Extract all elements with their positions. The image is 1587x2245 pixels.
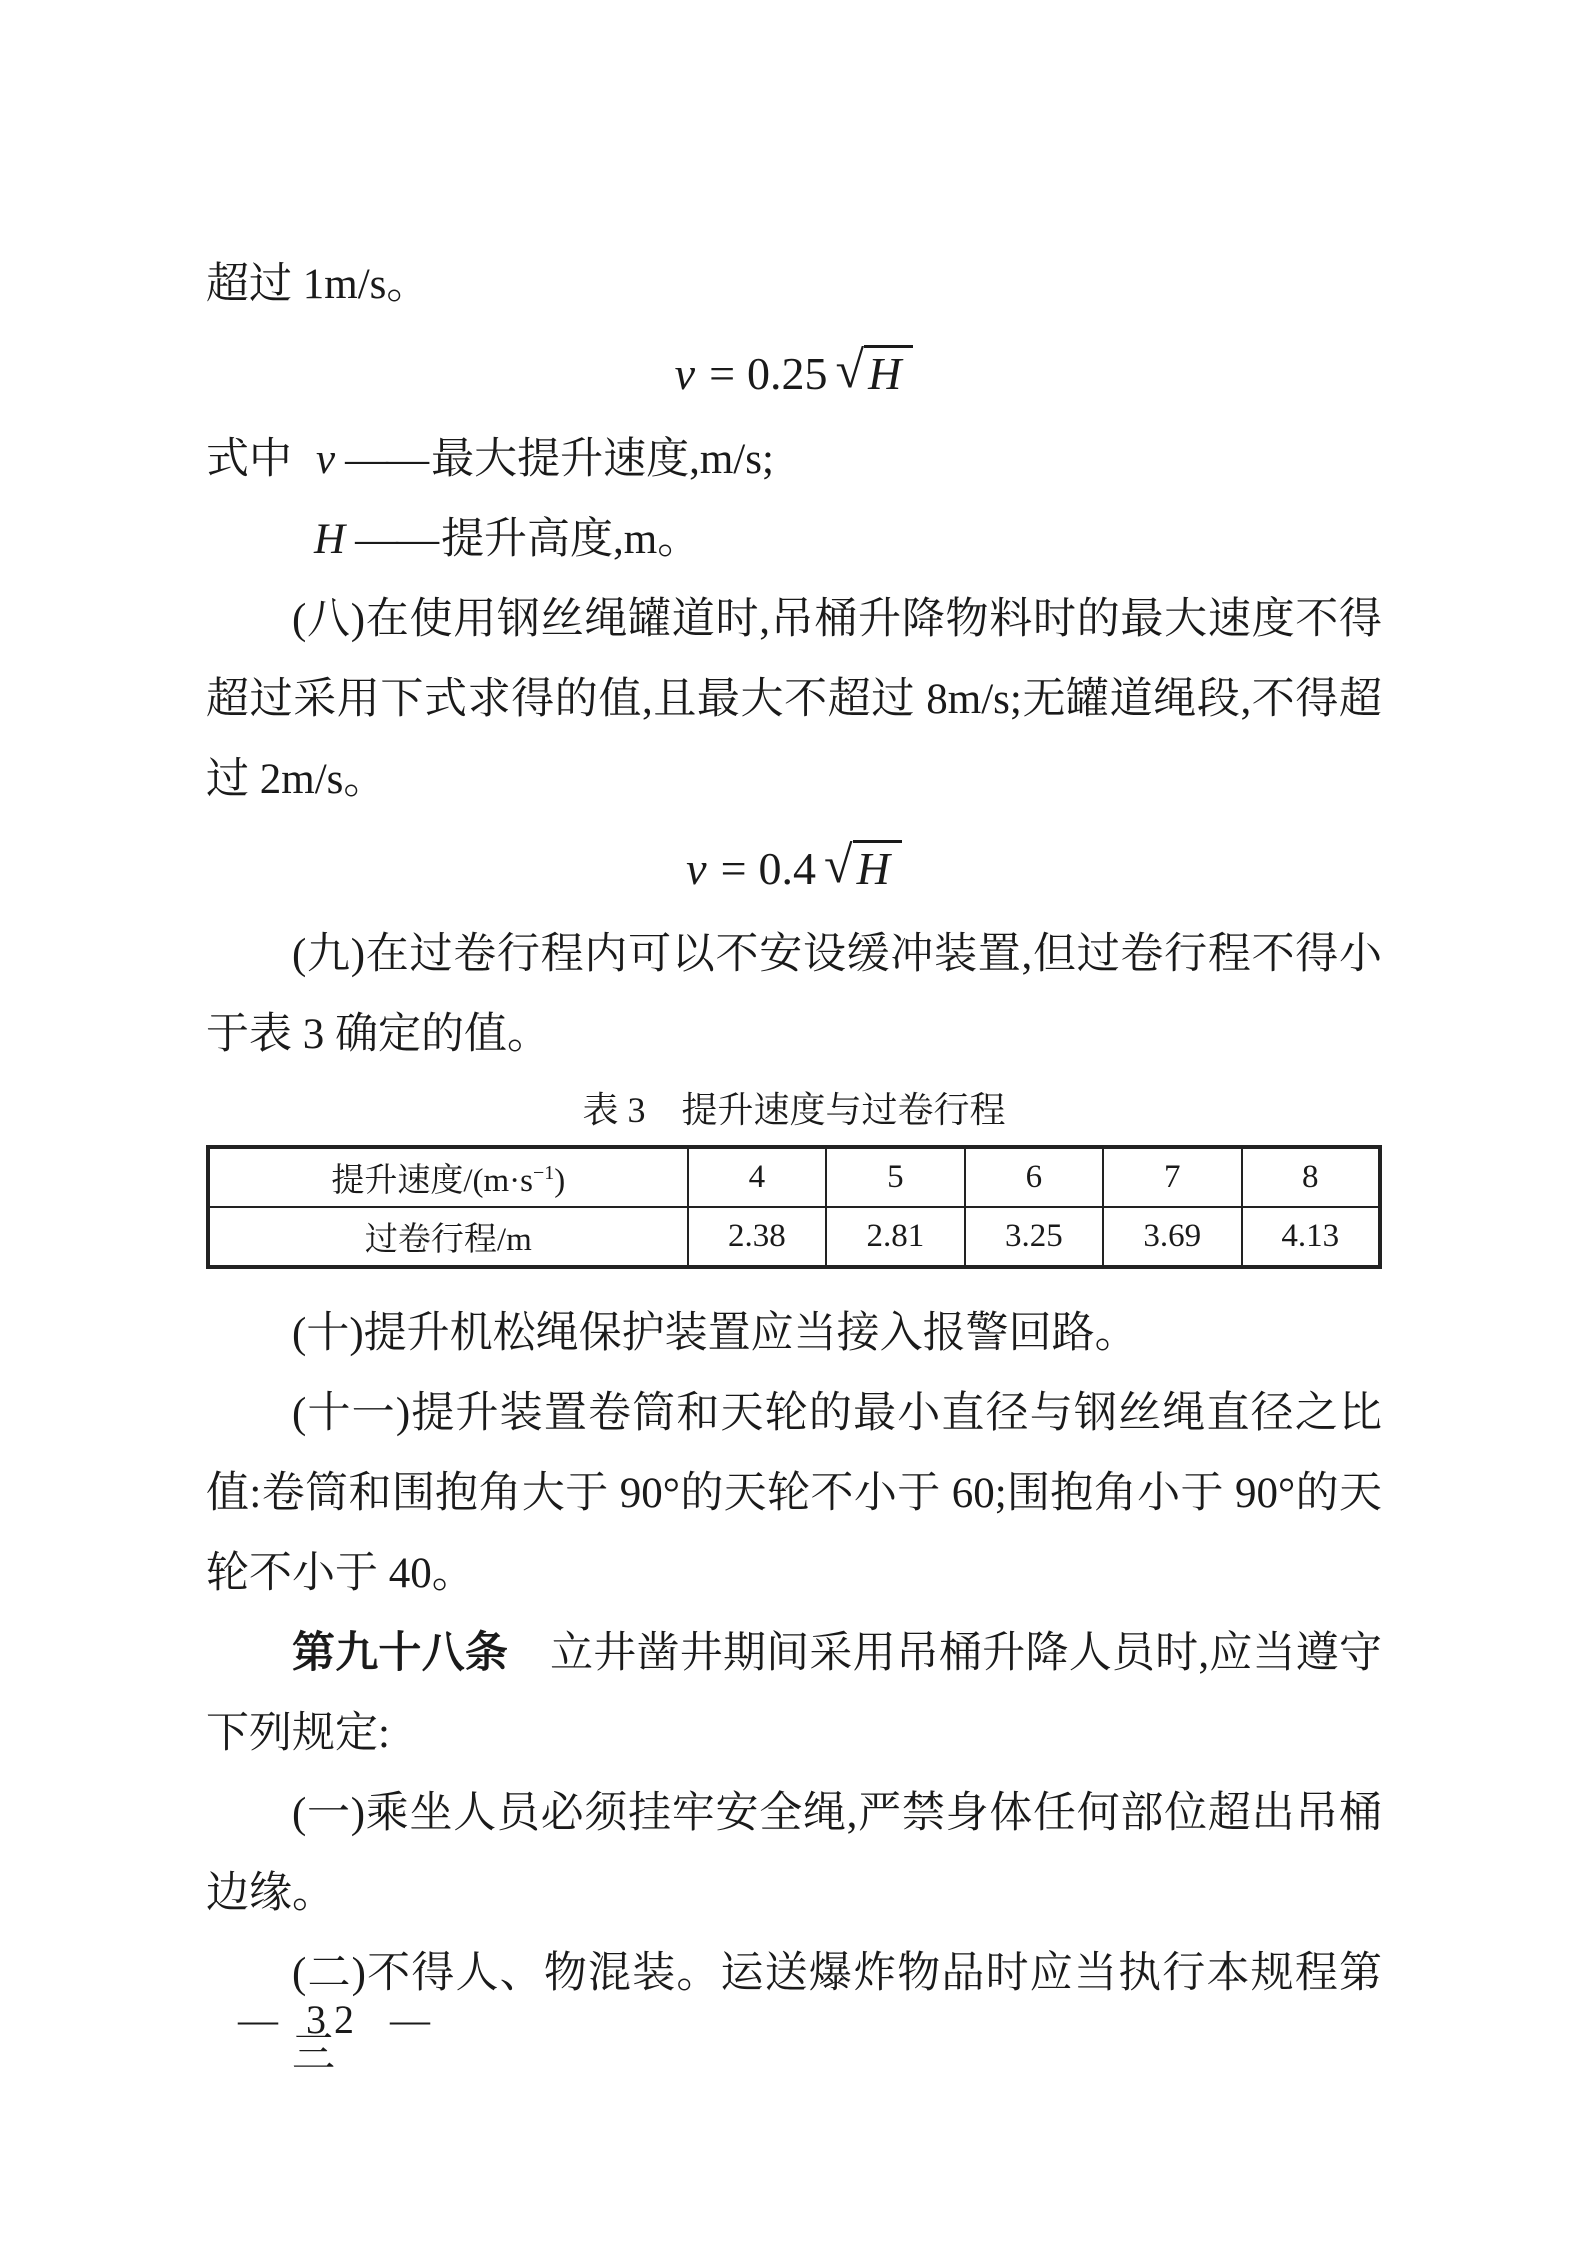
body-line: (九)在过卷行程内可以不安设缓冲装置,但过卷行程不得小 [292, 931, 1382, 978]
body-line: (一)乘坐人员必须挂牢安全绳,严禁身体任何部位超出吊桶 [292, 1790, 1382, 1837]
paragraph-item-9 [206, 915, 1382, 1075]
body-line: 过 2m/s。 [206, 756, 387, 803]
table-cell-speed: 8 [1242, 1147, 1380, 1207]
body-line: 边缘。 [206, 1870, 335, 1917]
page-number: 32 [306, 1997, 362, 2042]
where-description-v: 最大提升速度,m/s; [431, 436, 774, 483]
article-text: 立井凿井期间采用吊桶升降人员时,应当遵守 [550, 1630, 1382, 1677]
where-clause-line-1 [206, 420, 1382, 500]
footer-left-dash: — [238, 1997, 278, 2042]
body-line: (十)提升机松绳保护装置应当接入报警回路。 [292, 1310, 1138, 1357]
article-number: 第九十八条 [292, 1630, 509, 1677]
formula-radicand: H [864, 345, 913, 400]
table-header-speed-label [208, 1147, 688, 1207]
paragraph-item-10 [206, 1294, 1382, 1374]
body-line: (二)不得人、物混装。运送爆炸物品时应当执行本规程第三 [292, 1950, 1382, 2077]
table-3-hoisting-speed-overwind [206, 1145, 1382, 1269]
table-cell-speed: 5 [826, 1147, 964, 1207]
formula-max-speed-rope-guide [206, 820, 1382, 915]
table-cell-stroke: 4.13 [1242, 1207, 1380, 1267]
body-line: 值:卷筒和围抱角大于 90°的天轮不小于 60;围抱角小于 90°的天 [206, 1470, 1382, 1517]
table-row-speeds [208, 1147, 1380, 1207]
page-footer [238, 1998, 430, 2042]
radical-sign-icon: √ [835, 342, 865, 399]
where-label: 式中 [206, 436, 292, 483]
formula-max-speed-no-guide [206, 325, 1382, 420]
paragraph-item-8 [206, 580, 1382, 820]
radical-sign-icon: √ [824, 837, 853, 894]
paragraph-item-98-1 [206, 1774, 1382, 1934]
body-line: (八)在使用钢丝绳罐道时,吊桶升降物料时的最大速度不得 [292, 596, 1382, 643]
equals-sign: = [709, 348, 736, 399]
where-variable-h: H [314, 516, 346, 563]
header-label-text: 提升速度/(m·s [331, 1163, 534, 1199]
body-line: 下列规定: [206, 1710, 390, 1757]
header-label-superscript: −1 [533, 1162, 555, 1184]
table-cell-speed: 7 [1103, 1147, 1241, 1207]
body-line: 轮不小于 40。 [206, 1550, 475, 1597]
table-3-caption: 表 3 提升速度与过卷行程 [582, 1090, 1006, 1130]
formula-radicand: H [853, 840, 902, 895]
header-label-close-paren: ) [554, 1163, 566, 1199]
where-dash: —— [345, 436, 428, 483]
formula-coefficient: 0.25 [747, 348, 828, 399]
table-cell-stroke: 2.38 [688, 1207, 826, 1267]
carryover-line: 超过 1m/s。 [206, 261, 430, 308]
table-cell-stroke: 3.69 [1103, 1207, 1241, 1267]
table-header-stroke-label: 过卷行程/m [208, 1207, 688, 1267]
formula-coefficient: 0.4 [758, 843, 817, 894]
table-cell-stroke: 2.81 [826, 1207, 964, 1267]
table-cell-speed: 4 [688, 1147, 826, 1207]
formula-variable: v [674, 348, 696, 399]
where-clause-line-2 [206, 500, 1382, 580]
article-98 [206, 1614, 1382, 1774]
body-line: 超过采用下式求得的值,且最大不超过 8m/s;无罐道绳段,不得超 [206, 676, 1382, 723]
body-line: 于表 3 确定的值。 [206, 1011, 550, 1058]
article-98-first-line [206, 1614, 1382, 1694]
where-variable-v: v [316, 436, 336, 483]
table-cell-speed: 6 [965, 1147, 1103, 1207]
page-content [206, 245, 1382, 2077]
table-cell-stroke: 3.25 [965, 1207, 1103, 1267]
table-row-overwind-stroke [208, 1207, 1380, 1267]
formula-variable: v [686, 843, 707, 894]
where-dash: —— [355, 516, 438, 563]
where-description-h: 提升高度,m。 [441, 516, 701, 563]
footer-right-dash: — [390, 1997, 430, 2042]
body-line: (十一)提升装置卷筒和天轮的最小直径与钢丝绳直径之比 [292, 1390, 1382, 1437]
equals-sign: = [720, 843, 747, 894]
paragraph-item-11 [206, 1374, 1382, 1614]
